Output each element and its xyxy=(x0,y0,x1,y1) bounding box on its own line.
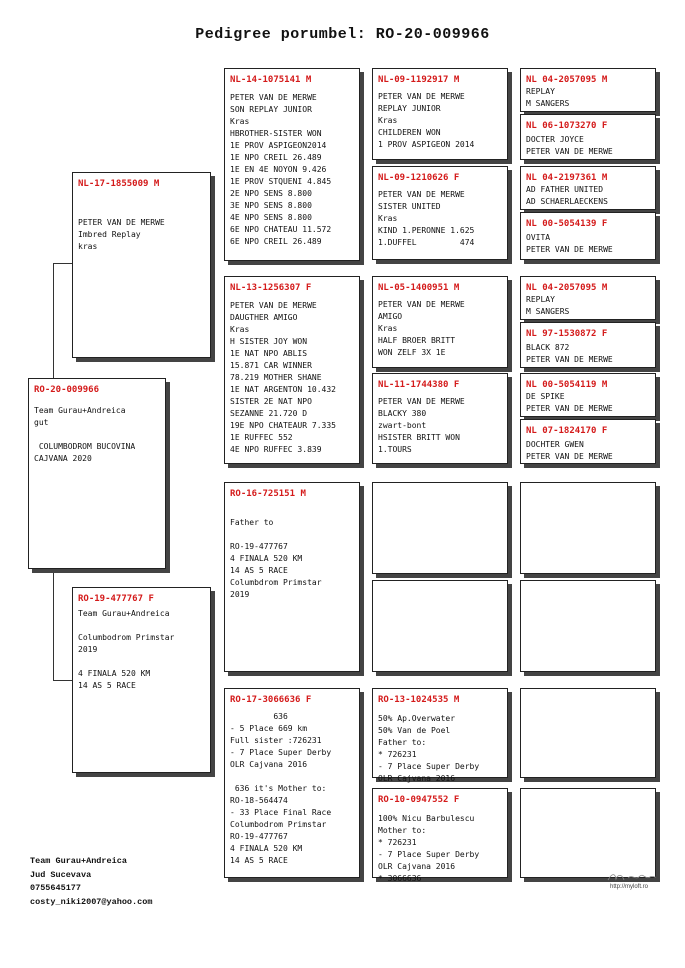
pigeon-notes: 50% Ap.Overwater 50% Van de Poel Father to: * 726231 - 7 Place Super Derby OLR Cajvana 2016 xyxy=(378,714,480,783)
pedigree-box-dds xyxy=(372,688,508,783)
pigeon-notes: Team Gurau+Andreica gut COLUMBODROM BUCOVINA CAJVANA 2020 xyxy=(34,406,136,463)
ring-number: NL 07-1824170 F xyxy=(526,426,608,436)
ring-number: RO-20-009966 xyxy=(34,385,100,395)
pedigree-box-g5-9 xyxy=(520,482,656,574)
ring-number: NL-11-1744380 F xyxy=(378,380,460,390)
pedigree-box-g5-5 xyxy=(520,276,656,320)
pigeon-notes: PETER VAN DE MERWE REPLAY JUNIOR Kras CHILDEREN WON 1 PROV ASPIGEON 2014 xyxy=(378,92,475,149)
ring-number: NL 00-5054139 F xyxy=(526,219,608,229)
pedigree-box-g5-2 xyxy=(520,114,656,160)
pedigree-box-g5-6 xyxy=(520,322,656,368)
pedigree-box-sire xyxy=(72,172,211,358)
pedigree-box-dam-dam xyxy=(224,688,360,878)
pedigree-box-g5-3 xyxy=(520,166,656,210)
pedigree-box-g5-10 xyxy=(520,580,656,672)
ring-number: NL 06-1073270 F xyxy=(526,121,608,131)
pedigree-box-ddd xyxy=(372,788,508,883)
pigeon-notes: PETER VAN DE MERWE Imbred Replay kras xyxy=(78,218,165,251)
ring-number: NL 00-5054119 M xyxy=(526,380,608,390)
pedigree-box-sire-sire xyxy=(224,68,360,261)
ring-number: NL-09-1210626 F xyxy=(378,173,460,183)
ring-number: RO-19-477767 F xyxy=(78,594,154,604)
pigeon-notes: BLACK 872 PETER VAN DE MERWE xyxy=(526,343,613,364)
ring-number: NL-17-1855009 M xyxy=(78,179,160,189)
pigeon-notes: 636 - 5 Place 669 km Full sister :726231 - 7 Place Super Derby OLR Cajvana 2016 636 it's Mother to: RO-18-564474 - 33 Place Final Race Columbodrom Primstar RO-19-477767 4 FINALA 520 KM 14 AS 5 RACE xyxy=(230,712,332,865)
pigeon-notes: PETER VAN DE MERWE AMIGO Kras HALF BROER BRITT WON ZELF 3X 1E xyxy=(378,300,465,357)
pigeon-notes: 100% Nicu Barbulescu Mother to: * 726231 - 7 Place Super Derby OLR Cajvana 2016 * 3066636 xyxy=(378,814,480,883)
pedigree-box-ssd xyxy=(372,166,508,260)
pigeon-notes: PETER VAN DE MERWE SISTER UNITED Kras KIND 1.PERONNE 1.625 1.DUFFEL 474 xyxy=(378,190,475,247)
connector-line xyxy=(53,263,73,264)
brand-url: http://myloft.ro xyxy=(610,884,649,890)
pigeon-notes: PETER VAN DE MERWE BLACKY 380 zwart-bont HSISTER BRITT WON 1.TOURS xyxy=(378,397,465,454)
ring-number: NL-13-1256307 F xyxy=(230,283,312,293)
owner-name: Team Gurau+Andreica xyxy=(30,856,127,866)
pigeon-notes: Team Gurau+Andreica Columbodrom Primstar 2019 4 FINALA 520 KM 14 AS 5 RACE xyxy=(78,609,175,690)
pedigree-box-dsd xyxy=(372,580,508,672)
owner-email: costy_niki2007@yahoo.com xyxy=(30,896,153,907)
pigeon-notes: PETER VAN DE MERWE SON REPLAY JUNIOR Kras HBROTHER-SISTER WON 1E PROV ASPIGEON2014 1E NPO CREIL 26.489 1E EN 4E NOYON 9.426 1E PROV STQUENI 4.845 2E NPO SENS 8.800 3E NPO SENS 8.800 4E NPO SENS 8.800 6E NPO CHATEAU 11.572 6E NPO CREIL 26.489 xyxy=(230,93,332,246)
pigeon-notes: OVITA PETER VAN DE MERWE xyxy=(526,233,613,254)
pedigree-box-g5-11 xyxy=(520,688,656,778)
ring-number: NL 97-1530872 F xyxy=(526,329,608,339)
pedigree-box-g5-7 xyxy=(520,373,656,417)
pigeon-notes: DOCTER JOYCE PETER VAN DE MERWE xyxy=(526,135,613,156)
pedigree-box-sire-dam xyxy=(224,276,360,464)
ring-number: NL 04-2057095 M xyxy=(526,283,608,293)
pedigree-box-sdd xyxy=(372,373,508,464)
ring-number: RO-17-3066636 F xyxy=(230,695,312,705)
owner-phone: 0755645177 xyxy=(30,883,82,893)
pedigree-box-g5-1 xyxy=(520,68,656,112)
pigeon-notes: REPLAY M SANGERS xyxy=(526,295,570,316)
pedigree-box-g5-8 xyxy=(520,419,656,464)
pigeon-notes: PETER VAN DE MERWE DAUGTHER AMIGO Kras H SISTER JOY WON 1E NAT NPO ABLIS 15.871 CAR WINNER 78.219 MOTHER SHANE 1E NAT ARGENTON 10.432 SISTER 2E NAT NPO SEZANNE 21.720 D 19E NPO CHATEAUR 7.335 1E RUFFEC 552 4E NPO RUFFEC 3.839 xyxy=(230,301,336,454)
connector-line xyxy=(53,263,54,380)
connector-line xyxy=(53,568,54,680)
pedigree-box-dss xyxy=(372,482,508,574)
ring-number: NL-09-1192917 M xyxy=(378,75,460,85)
pedigree-box-g5-4 xyxy=(520,212,656,260)
ring-number: NL 04-2197361 M xyxy=(526,173,608,183)
owner-contact xyxy=(30,855,152,909)
owner-location: Jud Sucevava xyxy=(30,869,92,880)
pigeon-notes: DE SPIKE PETER VAN DE MERWE xyxy=(526,392,613,413)
myloft-logo xyxy=(606,872,658,882)
pigeon-notes: DOCHTER GWEN PETER VAN DE MERWE xyxy=(526,440,613,461)
ring-number: NL-05-1400951 M xyxy=(378,283,460,293)
page-title: Pedigree porumbel: RO-20-009966 xyxy=(195,26,490,43)
pedigree-box-subject xyxy=(28,378,166,569)
pedigree-box-dam-sire xyxy=(224,482,360,672)
pigeon-notes: Father to RO-19-477767 4 FINALA 520 KM 14 AS 5 RACE Columbdrom Primstar 2019 xyxy=(230,518,322,599)
ring-number: NL 04-2057095 M xyxy=(526,75,608,85)
ring-number: NL-14-1075141 M xyxy=(230,75,312,85)
pedigree-box-dam xyxy=(72,587,211,773)
pedigree-box-sds xyxy=(372,276,508,368)
ring-number: RO-10-0947552 F xyxy=(378,795,460,805)
pedigree-box-g5-12 xyxy=(520,788,656,878)
pigeon-notes: AD FATHER UNITED AD SCHAERLAECKENS xyxy=(526,185,608,206)
pedigree-box-sss xyxy=(372,68,508,160)
ring-number: RO-16-725151 M xyxy=(230,489,306,499)
ring-number: RO-13-1024535 M xyxy=(378,695,460,705)
connector-line xyxy=(53,680,73,681)
pigeon-notes: REPLAY M SANGERS xyxy=(526,87,570,108)
